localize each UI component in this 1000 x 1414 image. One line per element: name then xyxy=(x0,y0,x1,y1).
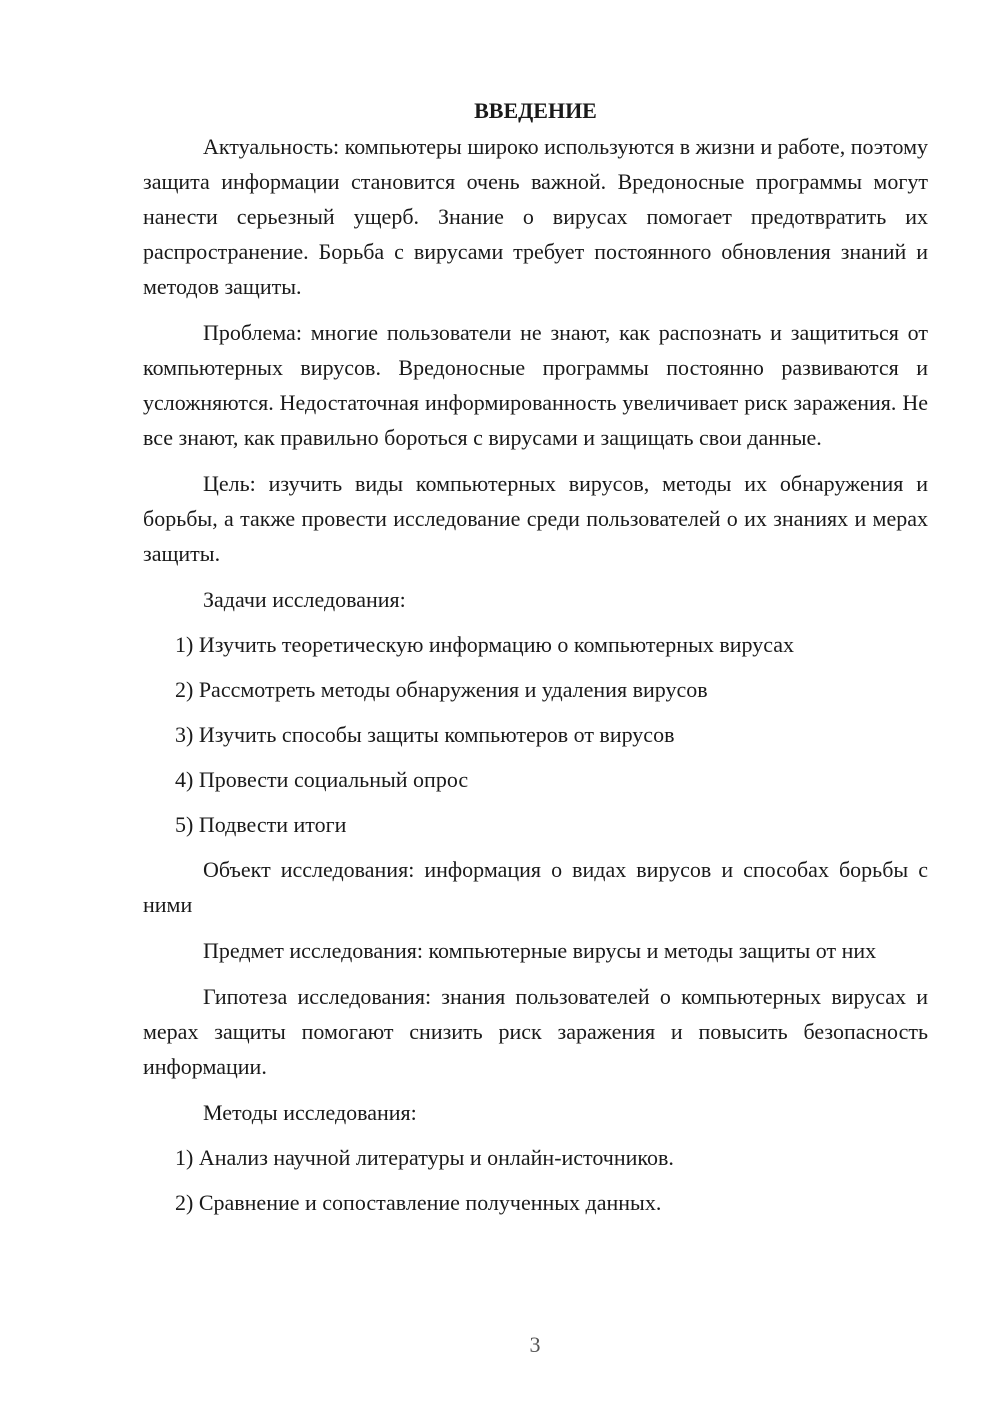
object-paragraph: Объект исследования: информация о видах вирусов и способах борьбы с ними xyxy=(143,857,928,917)
page-number: 3 xyxy=(529,1332,541,1357)
list-item: 5) Подвести итоги xyxy=(175,812,347,837)
goal-paragraph: Цель: изучить виды компьютерных вирусов, методы их обнаружения и борьбы, а также провести исследование среди пользователей о их знаниях и мерах защиты. xyxy=(143,471,928,566)
list-item: 1) Анализ научной литературы и онлайн-источников. xyxy=(175,1145,674,1170)
hypothesis-paragraph: Гипотеза исследования: знания пользователей о компьютерных вирусах и мерах защиты помогают снизить риск заражения и повысить безопасность информации. xyxy=(143,984,928,1079)
methods-heading: Методы исследования: xyxy=(203,1100,417,1125)
relevance-paragraph: Актуальность: компьютеры широко используются в жизни и работе, поэтому защита информации становится очень важной. Вредоносные программы могут нанести серьезный ущерб. Знание о вирусах помогает предотвратить их распространение. Борьба с вирусами требует постоянного обновления знаний и методов защиты. xyxy=(143,134,929,299)
list-item: 4) Провести социальный опрос xyxy=(175,767,469,792)
methods-list xyxy=(143,1140,928,1220)
list-item: 3) Изучить способы защиты компьютеров от вирусов xyxy=(175,722,675,747)
subject-paragraph: Предмет исследования: компьютерные вирусы и методы защиты от них xyxy=(203,938,877,963)
page-title: ВВЕДЕНИЕ xyxy=(474,98,597,123)
list-item: 2) Сравнение и сопоставление полученных данных. xyxy=(175,1190,662,1215)
problem-paragraph: Проблема: многие пользователи не знают, как распознать и защититься от компьютерных вирусов. Вредоносные программы постоянно развиваются и усложняются. Недостаточная информированность увеличивает риск заражения. Не все знают, как правильно бороться с вирусами и защищать свои данные. xyxy=(143,320,928,450)
tasks-heading: Задачи исследования: xyxy=(203,587,406,612)
list-item: 2) Рассмотреть методы обнаружения и удаления вирусов xyxy=(175,677,708,702)
list-item: 1) Изучить теоретическую информацию о компьютерных вирусах xyxy=(175,632,795,657)
tasks-list xyxy=(143,627,928,842)
page-content xyxy=(143,93,928,1230)
